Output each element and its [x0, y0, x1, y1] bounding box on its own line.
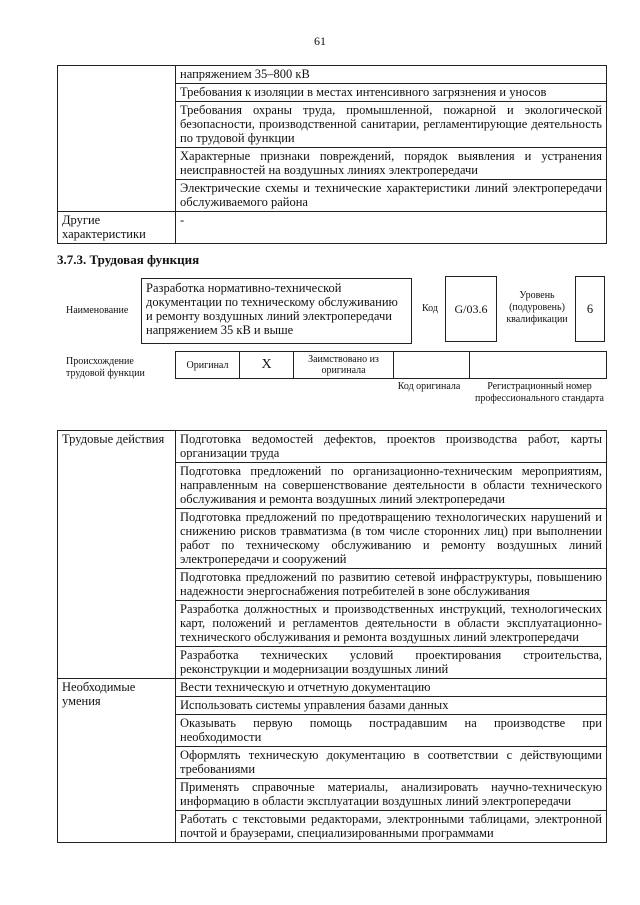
table-cell: Подготовка ведомостей дефектов, проектов производства работ, карты организации труда — [176, 431, 607, 463]
origin-table — [175, 351, 607, 379]
page-number: 61 — [314, 34, 326, 48]
table-cell: Подготовка предложений по развитию сетевой инфраструктуры, повышению надежности энергоснабжения потребителей в зоне обслуживания — [176, 569, 607, 601]
table-cell: Подготовка предложений по организационно-техническим мероприятиям, направленным на совершенствование деятельности в области технического обслуживания и ремонта воздушных линий электропередачи — [176, 463, 607, 509]
borrowed-label: Заимствовано из оригинала — [294, 352, 394, 378]
origin-code-cell — [394, 352, 470, 378]
code-original-caption: Код оригинала — [397, 381, 461, 392]
original-mark: X — [240, 352, 294, 378]
table-cell: Оформлять техническую документацию в соответствии с действующими требованиями — [176, 747, 607, 779]
table-cell: Вести техническую и отчетную документацию — [176, 679, 607, 697]
table-cell: напряжением 35–800 кВ — [176, 66, 607, 84]
origin-reg-cell — [470, 352, 606, 378]
table-cell: Требования охраны труда, промышленной, пожарной и экологической безопасности, производственной санитарии, регламентирующие деятельность по трудовой функции — [176, 102, 607, 148]
table-cell: Применять справочные материалы, анализировать научно-техническую информацию в области эксплуатации воздушных линий электропередачи — [176, 779, 607, 811]
section-title: 3.7.3. Трудовая функция — [57, 252, 200, 267]
table-cell: Требования к изоляции в местах интенсивного загрязнения и уносов — [176, 84, 607, 102]
table-row — [58, 431, 607, 463]
qualification-level: 6 — [575, 276, 605, 342]
table-cell: Разработка технических условий проектирования строительства, реконструкции и модернизации воздушных линий — [176, 647, 607, 679]
reg-number-caption: Регистрационный номер профессионального стандарта — [475, 381, 604, 404]
code-label: Код — [422, 303, 438, 314]
table-cell: Работать с текстовыми редакторами, электронными таблицами, электронной почтой и браузерами, специализированными программами — [176, 811, 607, 843]
other-characteristics-value: - — [176, 212, 607, 244]
table-cell: Электрические схемы и технические характеристики линий электропередачи обслуживаемого района — [176, 180, 607, 212]
skills-label: Необходимые умения — [58, 679, 176, 843]
actions-label: Трудовые действия — [58, 431, 176, 679]
table-cell: Характерные признаки повреждений, порядок выявления и устранения неисправностей на воздушных линиях электропередачи — [176, 148, 607, 180]
original-label: Оригинал — [176, 352, 240, 378]
function-details-table — [57, 430, 607, 843]
origin-label: Происхождение трудовой функции — [66, 356, 145, 379]
table-cell: Использовать системы управления базами данных — [176, 697, 607, 715]
table-row — [58, 66, 607, 84]
other-characteristics-label: Другие характеристики — [58, 212, 176, 244]
level-label: Уровень (подуровень) квалификации — [506, 290, 568, 325]
function-name: Разработка нормативно-технической документации по техническому обслуживанию и ремонту воздушных линий электропередачи напряжением 35 кВ и выше — [141, 278, 412, 344]
table-cell: Подготовка предложений по предотвращению технологических нарушений и снижению рисков травматизма (в том числе сторонних лиц) при выполнении работ по техническому обслуживанию и ремонту воздушных линий электропередачи и сооружений — [176, 509, 607, 569]
table-row — [58, 679, 607, 697]
table-cell: Разработка должностных и производственных инструкций, технологических карт, положений и регламентов деятельности в области эксплуатационно-технического обслуживания и ремонта воздушных линий электропередачи — [176, 601, 607, 647]
knowledge-table — [57, 65, 607, 244]
name-label: Наименование — [66, 305, 129, 316]
table-cell: Оказывать первую помощь пострадавшим на производстве при необходимости — [176, 715, 607, 747]
table-row — [58, 212, 607, 244]
empty-label-cell — [58, 66, 176, 212]
function-code: G/03.6 — [445, 276, 497, 342]
